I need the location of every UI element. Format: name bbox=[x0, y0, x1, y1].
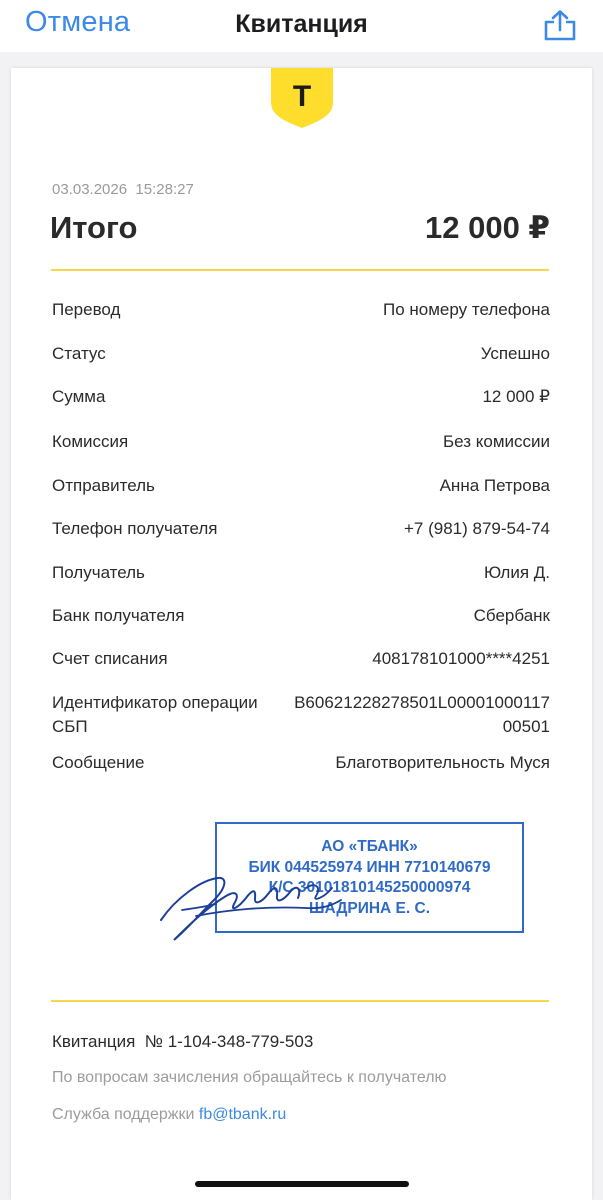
row-value-recipient-bank: Сбербанк bbox=[473, 606, 550, 625]
divider-bottom bbox=[51, 1000, 549, 1002]
row-value-status: Успешно bbox=[480, 344, 550, 363]
stamp-correspondent-account: К/С 30101810145250000974 bbox=[268, 879, 471, 896]
stamp-bank-name: АО «ТБАНК» bbox=[321, 838, 418, 855]
signature-icon bbox=[156, 858, 356, 948]
row-value-sender: Анна Петрова bbox=[439, 476, 550, 495]
operation-date: 03.03.2026 bbox=[52, 181, 128, 198]
sbp-id-label-line1: Идентификатор операции bbox=[52, 693, 258, 712]
logo-letter: T bbox=[292, 80, 312, 113]
row-value-sbp-operation-id bbox=[294, 691, 550, 739]
row-label-debit-account: Счет списания bbox=[52, 649, 168, 668]
stamp-signatory: ШАДРИНА Е. С. bbox=[308, 899, 430, 917]
navigation-bar bbox=[0, 0, 603, 52]
row-label-recipient-bank: Банк получателя bbox=[52, 606, 185, 625]
receipt-number-label: Квитанция bbox=[52, 1032, 136, 1051]
home-indicator bbox=[195, 1181, 409, 1187]
sbp-id-value-line1: B60621228278501L00001000117 bbox=[294, 693, 550, 712]
sbp-id-label-line2: СБП bbox=[52, 717, 88, 736]
support-line bbox=[52, 1106, 286, 1124]
support-label: Служба поддержки bbox=[52, 1106, 195, 1123]
operation-time: 15:28:27 bbox=[135, 181, 194, 198]
receipt-card bbox=[11, 68, 592, 1200]
row-value-transfer: По номеру телефона bbox=[382, 300, 550, 319]
row-label-recipient-phone: Телефон получателя bbox=[52, 519, 218, 538]
row-value-commission: Без комиссии bbox=[442, 432, 550, 451]
total-label: Итого bbox=[50, 210, 138, 245]
page-title: Квитанция bbox=[235, 10, 368, 38]
stamp-bik-inn: БИК 044525974 ИНН 7710140679 bbox=[248, 858, 491, 876]
row-label-message: Сообщение bbox=[52, 753, 145, 772]
cancel-button[interactable]: Отмена bbox=[25, 6, 131, 38]
share-icon[interactable] bbox=[540, 8, 580, 44]
support-email-link[interactable]: fb@tbank.ru bbox=[198, 1106, 287, 1123]
operation-datetime bbox=[52, 181, 194, 198]
row-value-message: Благотворительность Муся bbox=[335, 753, 550, 772]
row-value-recipient-phone: +7 (981) 879-54-74 bbox=[403, 519, 550, 538]
tbank-logo-icon bbox=[271, 68, 333, 130]
sbp-id-value-line2: 00501 bbox=[502, 717, 550, 736]
row-label-sbp-operation-id bbox=[52, 691, 258, 739]
row-label-status: Статус bbox=[52, 344, 106, 363]
receipt-number bbox=[52, 1032, 313, 1052]
row-label-sender: Отправитель bbox=[52, 476, 155, 495]
divider-top bbox=[51, 269, 549, 271]
total-value: 12 000 ₽ bbox=[425, 210, 550, 245]
row-value-debit-account: 408178101000****4251 bbox=[372, 649, 550, 668]
recipient-note: По вопросам зачисления обращайтесь к получателю bbox=[52, 1069, 447, 1086]
row-value-recipient: Юлия Д. bbox=[484, 563, 550, 582]
row-label-amount: Сумма bbox=[52, 387, 106, 406]
row-label-transfer: Перевод bbox=[52, 300, 121, 319]
row-value-amount: 12 000 ₽ bbox=[482, 387, 550, 406]
row-label-commission: Комиссия bbox=[52, 432, 129, 451]
receipt-number-value: № 1-104-348-779-503 bbox=[144, 1032, 314, 1051]
row-label-recipient: Получатель bbox=[52, 563, 145, 582]
